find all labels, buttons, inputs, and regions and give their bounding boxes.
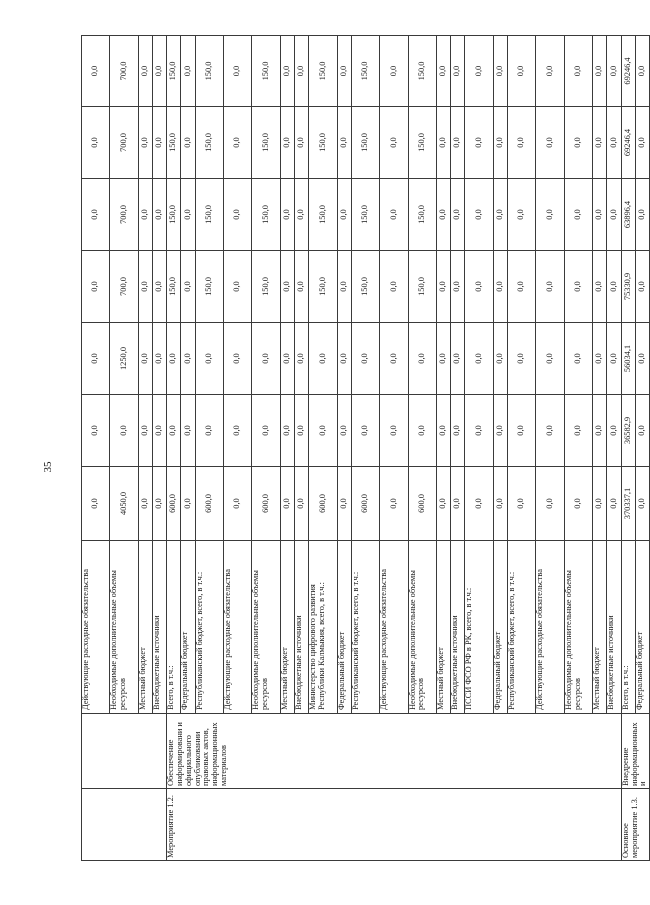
- amount-cell: 0,0: [181, 36, 195, 107]
- amount-cell: 0,0: [635, 395, 649, 467]
- amount-cell: 0,0: [451, 179, 465, 251]
- amount-cell: 0,0: [493, 251, 507, 323]
- amount-cell: 150,0: [167, 36, 181, 107]
- amount-cell: 0,0: [351, 395, 379, 467]
- amount-cell: 0,0: [82, 107, 110, 179]
- amount-cell: 0,0: [465, 395, 493, 467]
- amount-cell: 150,0: [408, 179, 436, 251]
- budget-table: [81, 35, 650, 861]
- amount-cell: 0,0: [536, 36, 564, 107]
- amount-cell: 0,0: [82, 395, 110, 467]
- amount-cell: 150,0: [167, 251, 181, 323]
- amount-cell: 0,0: [635, 251, 649, 323]
- amount-cell: 0,0: [536, 395, 564, 467]
- amount-cell: 0,0: [508, 36, 536, 107]
- amount-cell: 370337,1: [621, 467, 635, 541]
- amount-cell: 0,0: [252, 323, 280, 395]
- amount-cell: 0,0: [167, 395, 181, 467]
- amount-cell: 0,0: [224, 395, 252, 467]
- funding-source-cell: Действующие расходные обязательства: [380, 541, 408, 714]
- amount-cell: 75330,9: [621, 251, 635, 323]
- amount-cell: 150,0: [252, 251, 280, 323]
- amount-cell: 0,0: [465, 36, 493, 107]
- amount-cell: 0,0: [437, 323, 451, 395]
- activity-cell: Мероприятие 1.2.: [167, 789, 621, 861]
- amount-cell: 0,0: [380, 251, 408, 323]
- amount-cell: 0,0: [437, 467, 451, 541]
- amount-cell: 0,0: [593, 323, 607, 395]
- amount-cell: 0,0: [607, 395, 621, 467]
- funding-source-cell: Федеральный бюджет: [337, 541, 351, 714]
- amount-cell: 0,0: [337, 107, 351, 179]
- amount-cell: 0,0: [351, 323, 379, 395]
- funding-source-cell: Всего, в т.ч.:: [167, 541, 181, 714]
- funding-source-cell: Местный бюджет: [593, 541, 607, 714]
- amount-cell: 0,0: [153, 107, 167, 179]
- amount-cell: 0,0: [138, 36, 152, 107]
- amount-cell: 0,0: [280, 323, 294, 395]
- amount-cell: 0,0: [593, 467, 607, 541]
- amount-cell: 0,0: [224, 107, 252, 179]
- amount-cell: 0,0: [337, 467, 351, 541]
- amount-cell: 0,0: [280, 107, 294, 179]
- amount-cell: 0,0: [337, 395, 351, 467]
- amount-cell: 0,0: [437, 107, 451, 179]
- amount-cell: 150,0: [351, 251, 379, 323]
- amount-cell: 0,0: [380, 323, 408, 395]
- amount-cell: 0,0: [195, 395, 223, 467]
- amount-cell: 0,0: [564, 395, 592, 467]
- amount-cell: 0,0: [508, 107, 536, 179]
- amount-cell: 0,0: [465, 323, 493, 395]
- amount-cell: 0,0: [82, 251, 110, 323]
- amount-cell: 0,0: [82, 179, 110, 251]
- amount-cell: 0,0: [451, 323, 465, 395]
- rotated-page: [81, 36, 648, 861]
- amount-cell: 0,0: [224, 467, 252, 541]
- amount-cell: 0,0: [181, 323, 195, 395]
- amount-cell: 0,0: [280, 179, 294, 251]
- amount-cell: 600,0: [195, 467, 223, 541]
- amount-cell: 0,0: [437, 395, 451, 467]
- amount-cell: 0,0: [138, 179, 152, 251]
- amount-cell: 0,0: [138, 323, 152, 395]
- amount-cell: 0,0: [380, 395, 408, 467]
- amount-cell: 0,0: [564, 251, 592, 323]
- amount-cell: 0,0: [337, 323, 351, 395]
- amount-cell: 150,0: [252, 179, 280, 251]
- amount-cell: 0,0: [309, 323, 337, 395]
- amount-cell: 0,0: [493, 467, 507, 541]
- amount-cell: 0,0: [451, 107, 465, 179]
- amount-cell: 0,0: [153, 179, 167, 251]
- amount-cell: 0,0: [224, 323, 252, 395]
- amount-cell: 700,0: [110, 36, 138, 107]
- amount-cell: 150,0: [252, 36, 280, 107]
- amount-cell: 1250,0: [110, 323, 138, 395]
- amount-cell: 150,0: [309, 251, 337, 323]
- amount-cell: 0,0: [153, 467, 167, 541]
- amount-cell: 0,0: [635, 36, 649, 107]
- table-row: [167, 36, 181, 861]
- amount-cell: 0,0: [593, 251, 607, 323]
- amount-cell: 0,0: [451, 467, 465, 541]
- amount-cell: 0,0: [380, 467, 408, 541]
- amount-cell: 0,0: [593, 179, 607, 251]
- amount-cell: 0,0: [82, 36, 110, 107]
- amount-cell: 0,0: [280, 36, 294, 107]
- funding-source-cell: Действующие расходные обязательства: [536, 541, 564, 714]
- amount-cell: 0,0: [295, 36, 309, 107]
- amount-cell: 0,0: [493, 107, 507, 179]
- amount-cell: 0,0: [564, 323, 592, 395]
- amount-cell: 0,0: [536, 467, 564, 541]
- amount-cell: 0,0: [295, 467, 309, 541]
- funding-source-cell: Всего, в т.ч.:: [621, 541, 635, 714]
- amount-cell: 0,0: [167, 323, 181, 395]
- activity-description-cell: Внедрение информационных и: [621, 714, 649, 789]
- amount-cell: 0,0: [536, 323, 564, 395]
- amount-cell: 150,0: [351, 36, 379, 107]
- amount-cell: 0,0: [153, 251, 167, 323]
- funding-source-cell: Министерство цифрового развития Республики Калмыкия, всего, в т.ч.:: [309, 541, 337, 714]
- funding-source-cell: Республиканский бюджет, всего, в т.ч.:: [351, 541, 379, 714]
- amount-cell: 600,0: [252, 467, 280, 541]
- amount-cell: 0,0: [295, 179, 309, 251]
- amount-cell: 150,0: [309, 179, 337, 251]
- amount-cell: 0,0: [181, 251, 195, 323]
- amount-cell: 0,0: [635, 107, 649, 179]
- amount-cell: 0,0: [337, 251, 351, 323]
- amount-cell: 0,0: [451, 36, 465, 107]
- funding-source-cell: Действующие расходные обязательства: [224, 541, 252, 714]
- amount-cell: 0,0: [607, 179, 621, 251]
- amount-cell: 0,0: [153, 395, 167, 467]
- amount-cell: 0,0: [508, 323, 536, 395]
- amount-cell: 0,0: [138, 467, 152, 541]
- amount-cell: 0,0: [82, 323, 110, 395]
- amount-cell: 150,0: [351, 179, 379, 251]
- amount-cell: 0,0: [635, 323, 649, 395]
- amount-cell: 0,0: [181, 395, 195, 467]
- amount-cell: 0,0: [465, 107, 493, 179]
- funding-source-cell: Внебюджетные источники: [607, 541, 621, 714]
- amount-cell: 0,0: [138, 251, 152, 323]
- amount-cell: 700,0: [110, 251, 138, 323]
- amount-cell: 0,0: [153, 36, 167, 107]
- amount-cell: 0,0: [607, 467, 621, 541]
- amount-cell: 0,0: [635, 467, 649, 541]
- amount-cell: 0,0: [493, 36, 507, 107]
- amount-cell: 0,0: [536, 179, 564, 251]
- amount-cell: 0,0: [508, 251, 536, 323]
- amount-cell: 0,0: [508, 179, 536, 251]
- funding-source-cell: Внебюджетные источники: [295, 541, 309, 714]
- amount-cell: 600,0: [309, 467, 337, 541]
- amount-cell: 0,0: [252, 395, 280, 467]
- amount-cell: 0,0: [465, 251, 493, 323]
- amount-cell: 150,0: [195, 36, 223, 107]
- activity-cell: [82, 789, 167, 861]
- amount-cell: 150,0: [408, 107, 436, 179]
- amount-cell: 0,0: [224, 36, 252, 107]
- amount-cell: 0,0: [380, 107, 408, 179]
- table-row: [82, 36, 110, 861]
- amount-cell: 700,0: [110, 107, 138, 179]
- funding-source-cell: Необходимые дополнительные объемы ресурсов: [564, 541, 592, 714]
- amount-cell: 0,0: [451, 395, 465, 467]
- funding-source-cell: Внебюджетные источники: [153, 541, 167, 714]
- funding-source-cell: Федеральный бюджет: [493, 541, 507, 714]
- amount-cell: 0,0: [195, 323, 223, 395]
- amount-cell: 0,0: [380, 179, 408, 251]
- amount-cell: 0,0: [508, 467, 536, 541]
- amount-cell: 0,0: [82, 467, 110, 541]
- amount-cell: 150,0: [252, 107, 280, 179]
- amount-cell: 0,0: [224, 179, 252, 251]
- amount-cell: 0,0: [138, 395, 152, 467]
- amount-cell: 0,0: [181, 107, 195, 179]
- funding-source-cell: Необходимые дополнительные объемы ресурсов: [408, 541, 436, 714]
- funding-source-cell: Действующие расходные обязательства: [82, 541, 110, 714]
- amount-cell: 600,0: [167, 467, 181, 541]
- amount-cell: 0,0: [607, 36, 621, 107]
- amount-cell: 0,0: [408, 395, 436, 467]
- amount-cell: 0,0: [493, 395, 507, 467]
- funding-source-cell: Федеральный бюджет: [181, 541, 195, 714]
- amount-cell: 0,0: [408, 323, 436, 395]
- amount-cell: 150,0: [408, 36, 436, 107]
- activity-description-cell: [82, 714, 167, 789]
- amount-cell: 0,0: [465, 179, 493, 251]
- amount-cell: 150,0: [195, 179, 223, 251]
- funding-source-cell: Местный бюджет: [280, 541, 294, 714]
- amount-cell: 150,0: [195, 107, 223, 179]
- amount-cell: 0,0: [295, 323, 309, 395]
- table-body: [82, 36, 650, 861]
- amount-cell: 0,0: [181, 467, 195, 541]
- amount-cell: 0,0: [437, 251, 451, 323]
- funding-source-cell: Необходимые дополнительные объемы ресурсов: [252, 541, 280, 714]
- amount-cell: 0,0: [607, 323, 621, 395]
- amount-cell: 0,0: [337, 179, 351, 251]
- amount-cell: 0,0: [280, 395, 294, 467]
- funding-source-cell: Необходимые дополнительные объемы ресурсов: [110, 541, 138, 714]
- funding-source-cell: ПССИ ФСО РФ в РК, всего, в т.ч.:: [465, 541, 493, 714]
- amount-cell: 0,0: [451, 251, 465, 323]
- amount-cell: 0,0: [564, 467, 592, 541]
- amount-cell: 36582,9: [621, 395, 635, 467]
- amount-cell: 0,0: [607, 251, 621, 323]
- amount-cell: 0,0: [536, 251, 564, 323]
- amount-cell: 0,0: [607, 107, 621, 179]
- funding-source-cell: Местный бюджет: [437, 541, 451, 714]
- amount-cell: 0,0: [465, 467, 493, 541]
- amount-cell: 0,0: [437, 36, 451, 107]
- activity-description-cell: Обеспечение информировани и официального опубликовании правовых актов, информационных материалов: [167, 714, 621, 789]
- amount-cell: 0,0: [224, 251, 252, 323]
- amount-cell: 150,0: [309, 107, 337, 179]
- amount-cell: 4050,0: [110, 467, 138, 541]
- amount-cell: 63896,4: [621, 179, 635, 251]
- amount-cell: 0,0: [493, 179, 507, 251]
- amount-cell: 0,0: [181, 179, 195, 251]
- amount-cell: 150,0: [195, 251, 223, 323]
- amount-cell: 600,0: [351, 467, 379, 541]
- amount-cell: 0,0: [508, 395, 536, 467]
- amount-cell: 0,0: [138, 107, 152, 179]
- amount-cell: 0,0: [593, 107, 607, 179]
- funding-source-cell: Федеральный бюджет: [635, 541, 649, 714]
- amount-cell: 0,0: [593, 36, 607, 107]
- amount-cell: 0,0: [635, 179, 649, 251]
- amount-cell: 150,0: [309, 36, 337, 107]
- amount-cell: 0,0: [564, 107, 592, 179]
- amount-cell: 0,0: [295, 395, 309, 467]
- funding-source-cell: Местный бюджет: [138, 541, 152, 714]
- funding-source-cell: Республиканский бюджет, всего, в т.ч.:: [508, 541, 536, 714]
- amount-cell: 0,0: [110, 395, 138, 467]
- amount-cell: 150,0: [167, 107, 181, 179]
- amount-cell: 56034,1: [621, 323, 635, 395]
- amount-cell: 0,0: [295, 107, 309, 179]
- table-row: [621, 36, 635, 861]
- amount-cell: 0,0: [295, 251, 309, 323]
- amount-cell: 150,0: [167, 179, 181, 251]
- amount-cell: 0,0: [337, 36, 351, 107]
- amount-cell: 0,0: [153, 323, 167, 395]
- funding-source-cell: Внебюджетные источники: [451, 541, 465, 714]
- amount-cell: 600,0: [408, 467, 436, 541]
- amount-cell: 0,0: [564, 179, 592, 251]
- amount-cell: 0,0: [380, 36, 408, 107]
- amount-cell: 150,0: [408, 251, 436, 323]
- page-number: 35: [42, 461, 54, 473]
- amount-cell: 0,0: [493, 323, 507, 395]
- amount-cell: 69246,4: [621, 107, 635, 179]
- funding-source-cell: Республиканский бюджет, всего, в т.ч.:: [195, 541, 223, 714]
- activity-cell: Основное мероприятие 1.3.: [621, 789, 649, 861]
- amount-cell: 0,0: [564, 36, 592, 107]
- amount-cell: 0,0: [437, 179, 451, 251]
- amount-cell: 700,0: [110, 179, 138, 251]
- amount-cell: 69246,4: [621, 36, 635, 107]
- amount-cell: 0,0: [536, 107, 564, 179]
- amount-cell: 0,0: [593, 395, 607, 467]
- amount-cell: 0,0: [280, 251, 294, 323]
- amount-cell: 0,0: [280, 467, 294, 541]
- amount-cell: 0,0: [309, 395, 337, 467]
- amount-cell: 150,0: [351, 107, 379, 179]
